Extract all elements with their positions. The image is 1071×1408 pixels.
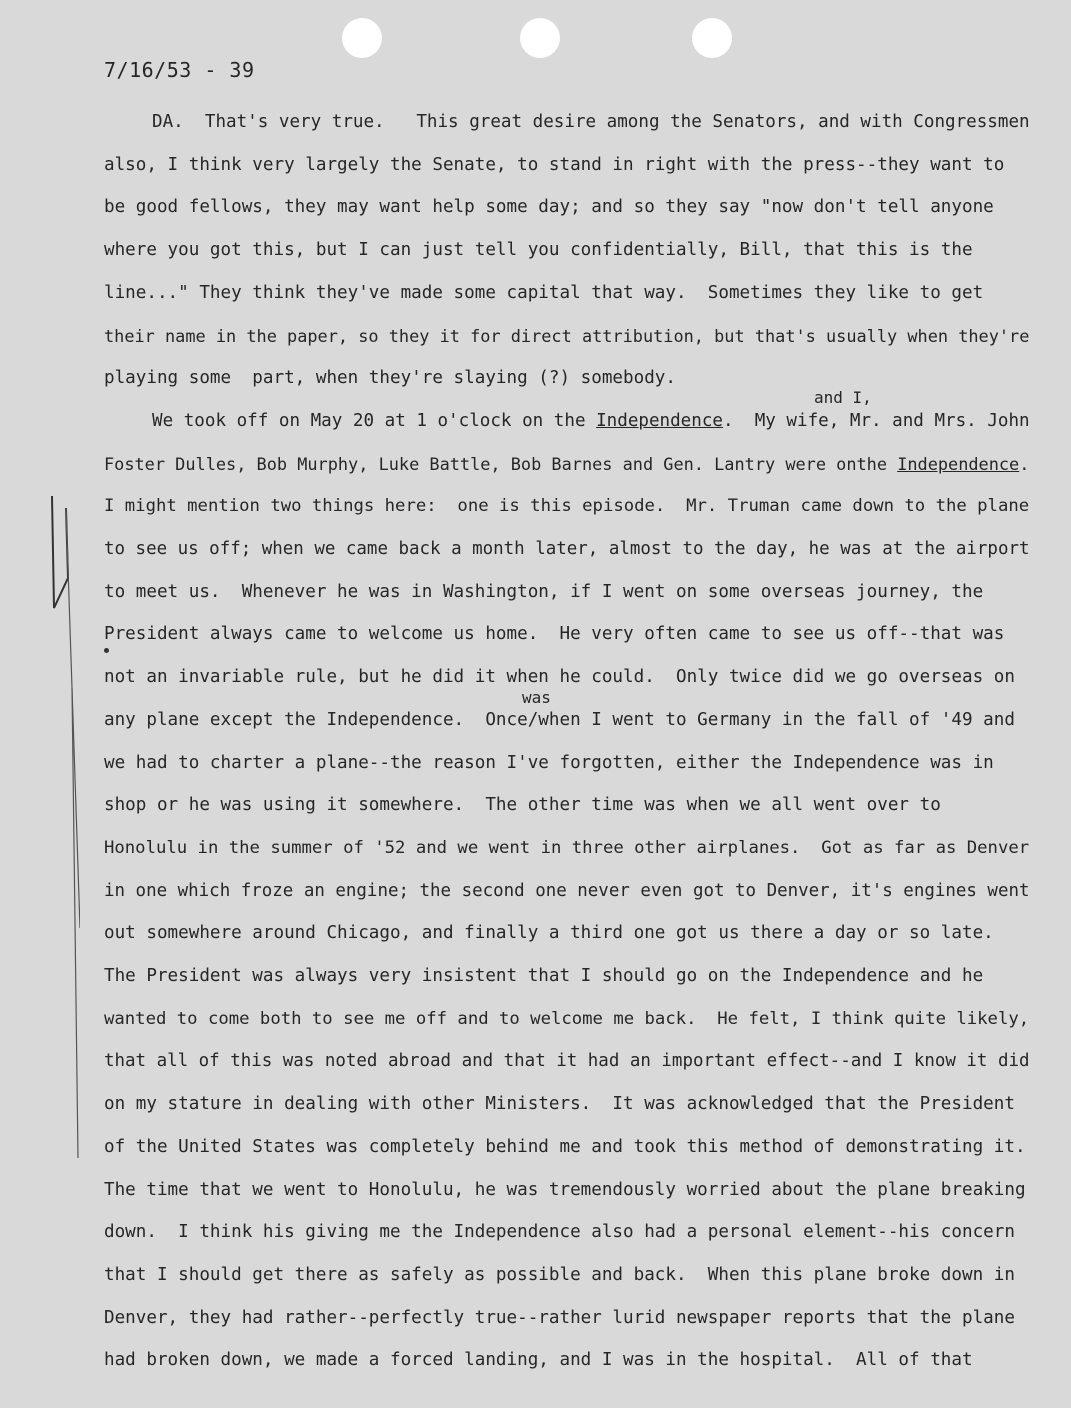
line-text: out somewhere around Chicago, and finally a third one got us there a day or so late. (104, 923, 994, 944)
text-line (104, 242, 973, 260)
line-text: We took off on May 20 at 1 o'clock on the (152, 410, 597, 431)
text-line (104, 453, 1030, 474)
line-text: shop or he was using it somewhere. The other time was when we all went over to (104, 795, 941, 816)
handwritten-insert-was: was (522, 688, 551, 707)
text-line (104, 541, 1030, 558)
text-line (104, 925, 994, 943)
text-line (104, 498, 1029, 515)
text-line (104, 581, 984, 602)
line-text: on my stature in dealing with other Ministers. It was acknowledged that the President (104, 1094, 1015, 1115)
text-line (104, 370, 676, 388)
text-line (104, 325, 1030, 346)
line-text: The time that we went to Honolulu, he was tremendously worried about the plane breaking (104, 1179, 1026, 1200)
line-text: Denver, they had rather--perfectly true--rather lurid newspaper reports that the plane (104, 1307, 1015, 1328)
line-text: to see us off; when we came back a month later, almost to the day, he was at the airport (104, 539, 1030, 559)
line-text: not an invariable rule, but he did it when he could. Only twice did we go overseas on (104, 667, 1015, 688)
line-text: playing some part, when they're slaying (?) somebody. (104, 368, 676, 389)
line-text: Foster Dulles, Bob Murphy, Luke Battle, Bob Barnes and Gen. Lantry were onthe (104, 453, 898, 474)
line-text: in one which froze an engine; the second one never even got to Denver, it's engines went (104, 880, 1030, 901)
line-text: to meet us. Whenever he was in Washington, if I went on some overseas journey, the (104, 581, 984, 602)
text-line (104, 669, 1015, 687)
text-line (104, 626, 1004, 644)
text-line (104, 1053, 1030, 1070)
text-line (104, 880, 1030, 901)
line-text: that I should get there as safely as possible and back. When this plane broke down in (104, 1264, 1015, 1285)
punch-hole (342, 18, 382, 58)
margin-bracket-mark (40, 488, 80, 1168)
line-text: I might mention two things here: one is this episode. Mr. Truman came down to the plane (104, 496, 1030, 517)
text-line (104, 837, 1030, 858)
line-text: . (1019, 453, 1030, 474)
line-text: had broken down, we made a forced landing, and I was in the hospital. All of that (104, 1350, 973, 1371)
handwritten-insert-and-i: and I, (814, 388, 872, 407)
text-line (152, 410, 1030, 431)
text-line (104, 1352, 973, 1370)
line-text: we had to charter a plane--the reason I've forgotten, either the Independence was in (104, 752, 994, 773)
text-line (104, 709, 1015, 730)
text-line (104, 797, 941, 815)
text-line (104, 1008, 1030, 1029)
line-text: Honolulu in the summer of '52 and we went in three other airplanes. Got as far as Denver (104, 837, 1030, 858)
text-line (104, 1136, 1026, 1157)
text-line (104, 1179, 1026, 1200)
line-text: President always came to welcome us home. He very often came to see us off--that was (104, 624, 1005, 645)
line-text: DA. That's very true. This great desire among the Senators, and with Congressmen (152, 112, 1030, 132)
line-text: also, I think very largely the Senate, to stand in right with the press--they want to (104, 154, 1005, 175)
line-text: down. I think his giving me the Independence also had a personal element--his concern (104, 1222, 1015, 1243)
text-line (104, 752, 994, 773)
text-line (104, 1096, 1015, 1114)
punch-hole (692, 18, 732, 58)
line-text: that all of this was noted abroad and that it had an important effect--and I know it did (104, 1051, 1030, 1072)
text-line (104, 1264, 1015, 1285)
line-text: any plane except the Independence. Once/when I went to Germany in the fall of '49 and (104, 709, 1015, 730)
line-text: of the United States was completely behind me and took this method of demonstrating it. (104, 1136, 1026, 1157)
text-line (152, 114, 1030, 132)
text-line (104, 154, 1005, 175)
line-text: be good fellows, they may want help some day; and so they say "now don't tell anyone (104, 197, 994, 218)
margin-dot (104, 648, 109, 653)
underlined-text: Independence (897, 453, 1020, 474)
text-line (104, 199, 994, 217)
page-number: 7/16/53 - 39 (104, 58, 255, 82)
line-text: where you got this, but I can just tell you confidentially, Bill, that this is the (104, 240, 973, 261)
line-text: line..." They think they've made some capital that way. Sometimes they like to get (104, 282, 984, 303)
text-line (104, 1307, 1015, 1328)
text-line (104, 968, 983, 986)
line-text: . My wife, Mr. and Mrs. John (722, 410, 1030, 431)
text-line (104, 1224, 1015, 1242)
underlined-text: Independence (596, 410, 723, 431)
punch-hole (520, 18, 560, 58)
line-text: The President was always very insistent that I should go on the Independence and he (104, 966, 984, 986)
line-text: wanted to come both to see me off and to welcome me back. He felt, I think quite likely, (104, 1008, 1030, 1029)
line-text: their name in the paper, so they it for direct attribution, but that's usually when they're (104, 325, 1030, 346)
text-line (104, 282, 984, 303)
